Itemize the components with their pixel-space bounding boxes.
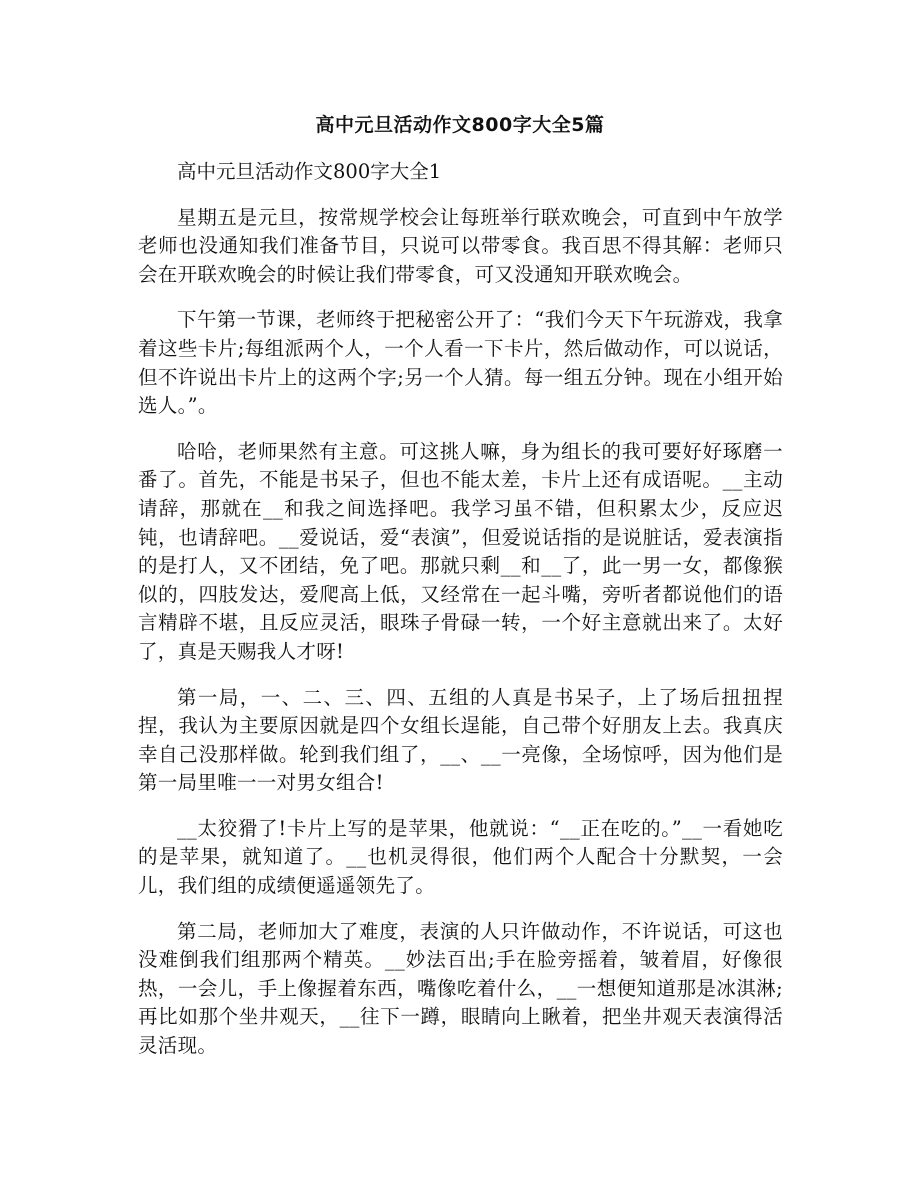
- section-subtitle: 高中元旦活动作文800字大全1: [177, 160, 442, 183]
- document-body: [138, 158, 783, 1078]
- paragraph: 哈哈，老师果然有主意。可这挑人嘛，身为组长的我可要好好琢磨一番了。首先，不能是书呆子，但也不能太差，卡片上还有成语呢。__主动请辞，那就在__和我之间选择吧。我学习虽不错，但积累太少，反应迟钝，也请辞吧。__爱说话，爱“表演”，但爱说话指的是说脏话，爱表演指的是打人，又不团结，免了吧。那就只剩__和__了，此一男一女，都像猴似的，四肢发达，爱爬高上低，又经常在一起斗嘴，旁听者都说他们的语言精辟不堪，且反应灵活，眼珠子骨碌一转，一个好主意就出来了。太好了，真是天赐我人才呀!: [138, 439, 783, 663]
- paragraph: __太狡猾了!卡片上写的是苹果，他就说：“__正在吃的。”__一看她吃的是苹果，就知道了。__也机灵得很，他们两个人配合十分默契，一会儿，我们组的成绩便遥遥领先了。: [138, 816, 783, 898]
- paragraph: 星期五是元旦，按常规学校会让每班举行联欢晚会，可直到中午放学老师也没通知我们准备节目，只说可以带零食。我百思不得其解：老师只会在开联欢晚会的时候让我们带零食，可又没通知开联欢晚会。: [138, 205, 783, 286]
- document-title: 高中元旦活动作文800字大全5篇: [315, 114, 605, 136]
- paragraph: 第一局，一、二、三、四、五组的人真是书呆子，上了场后扭扭捏捏，我认为主要原因就是四个女组长逞能，自己带个好朋友上去。我真庆幸自己没那样做。轮到我们组了，__、__一亮像，全场惊呼，因为他们是第一局里唯一一对男女组合!: [138, 685, 783, 795]
- paragraph: 下午第一节课，老师终于把秘密公开了：“我们今天下午玩游戏，我拿着这些卡片;每组派两个人，一个人看一下卡片，然后做动作，可以说话，但不许说出卡片上的这两个字;另一个人猜。每一组五分钟。现在小组开始选人。”。: [138, 308, 783, 418]
- paragraph: 第二局，老师加大了难度，表演的人只许做动作，不许说话，可这也没难倒我们组那两个精英。__妙法百出;手在脸旁摇着，皱着眉，好像很热，一会儿，手上像握着东西，嘴像吃着什么，__一想便知道那是冰淇淋;再比如那个坐井观天，__往下一蹲，眼睛向上瞅着，把坐井观天表演得活灵活现。: [138, 919, 783, 1058]
